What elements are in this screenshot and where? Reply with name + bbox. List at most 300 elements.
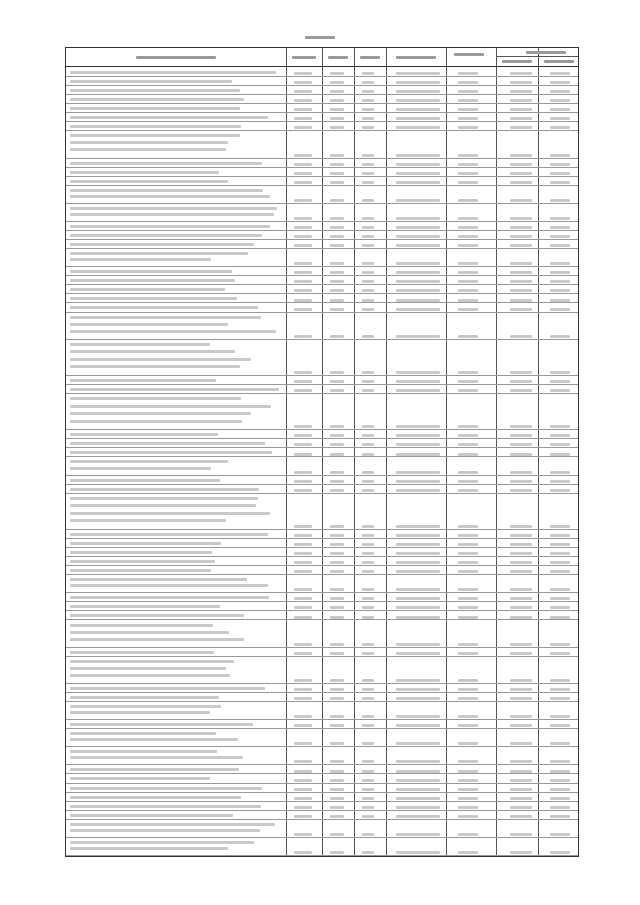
cell-value-placeholder [550, 262, 570, 265]
cell-value-placeholder [294, 172, 312, 175]
cell-value-placeholder [330, 715, 344, 718]
cell-value-placeholder [458, 72, 478, 75]
cell-value-placeholder [550, 652, 570, 655]
cell-value-placeholder [396, 389, 440, 392]
cell-value-placeholder [550, 561, 570, 564]
cell-value-placeholder [362, 126, 374, 129]
table-row [66, 240, 578, 249]
cell-value-placeholder [550, 480, 570, 483]
cell-value-placeholder [362, 163, 374, 166]
cell-value-placeholder [294, 453, 312, 456]
cell-text-placeholder [70, 584, 268, 587]
cell-value-placeholder [396, 271, 440, 274]
cell-value-placeholder [550, 724, 570, 727]
table-row [66, 394, 578, 430]
cell-value-placeholder [396, 434, 440, 437]
cell-text-placeholder [70, 560, 215, 563]
cell-value-placeholder [330, 154, 344, 157]
cell-value-placeholder [396, 154, 440, 157]
cell-value-placeholder [330, 588, 344, 591]
cell-text-placeholder [70, 171, 219, 174]
cell-value-placeholder [330, 724, 344, 727]
cell-value-placeholder [458, 788, 478, 791]
cell-value-placeholder [510, 235, 532, 238]
table-row [66, 340, 578, 376]
cell-value-placeholder [362, 117, 374, 120]
cell-value-placeholder [510, 715, 532, 718]
cell-text-placeholder [70, 323, 228, 326]
cell-value-placeholder [330, 770, 344, 773]
cell-value-placeholder [396, 72, 440, 75]
table-row [66, 68, 578, 77]
cell-text-placeholder [70, 306, 258, 309]
cell-value-placeholder [294, 280, 312, 283]
cell-value-placeholder [294, 489, 312, 492]
cell-value-placeholder [330, 371, 344, 374]
cell-value-placeholder [510, 779, 532, 782]
cell-value-placeholder [294, 81, 312, 84]
table-row [66, 485, 578, 494]
table-row [66, 720, 578, 729]
cell-text-placeholder [70, 750, 217, 753]
cell-text-placeholder [70, 442, 265, 445]
cell-value-placeholder [550, 235, 570, 238]
cell-value-placeholder [510, 163, 532, 166]
table-row [66, 177, 578, 186]
cell-value-placeholder [330, 815, 344, 818]
cell-value-placeholder [458, 262, 478, 265]
cell-value-placeholder [294, 588, 312, 591]
cell-text-placeholder [70, 243, 254, 246]
cell-text-placeholder [70, 270, 232, 273]
cell-text-placeholder [70, 80, 232, 83]
cell-value-placeholder [396, 90, 440, 93]
table-row [66, 566, 578, 575]
cell-value-placeholder [458, 543, 478, 546]
cell-value-placeholder [330, 172, 344, 175]
cell-value-placeholder [510, 99, 532, 102]
cell-value-placeholder [458, 489, 478, 492]
cell-text-placeholder [70, 479, 220, 482]
cell-value-placeholder [330, 552, 344, 555]
table-row [66, 820, 578, 838]
cell-value-placeholder [362, 534, 374, 537]
cell-value-placeholder [510, 108, 532, 111]
cell-value-placeholder [396, 199, 440, 202]
cell-value-placeholder [510, 380, 532, 383]
cell-value-placeholder [510, 597, 532, 600]
cell-text-placeholder [70, 89, 240, 92]
cell-value-placeholder [330, 335, 344, 338]
cell-value-placeholder [510, 154, 532, 157]
table-row [66, 448, 578, 457]
table-row [66, 122, 578, 131]
cell-value-placeholder [510, 760, 532, 763]
cell-value-placeholder [330, 480, 344, 483]
cell-value-placeholder [330, 244, 344, 247]
table-row [66, 774, 578, 783]
cell-value-placeholder [330, 543, 344, 546]
cell-value-placeholder [396, 797, 440, 800]
cell-value-placeholder [294, 652, 312, 655]
cell-value-placeholder [362, 742, 374, 745]
cell-value-placeholder [294, 788, 312, 791]
cell-text-placeholder [70, 467, 211, 470]
cell-value-placeholder [330, 81, 344, 84]
cell-value-placeholder [362, 434, 374, 437]
cell-value-placeholder [330, 217, 344, 220]
cell-text-placeholder [70, 252, 248, 255]
cell-value-placeholder [330, 380, 344, 383]
cell-value-placeholder [510, 172, 532, 175]
cell-text-placeholder [70, 687, 265, 690]
cell-value-placeholder [396, 99, 440, 102]
cell-value-placeholder [550, 833, 570, 836]
cell-value-placeholder [396, 172, 440, 175]
cell-value-placeholder [362, 108, 374, 111]
cell-value-placeholder [550, 679, 570, 682]
cell-value-placeholder [396, 525, 440, 528]
cell-text-placeholder [70, 596, 269, 599]
cell-value-placeholder [458, 380, 478, 383]
cell-value-placeholder [458, 425, 478, 428]
cell-value-placeholder [294, 561, 312, 564]
table-row [66, 77, 578, 86]
cell-value-placeholder [510, 434, 532, 437]
cell-value-placeholder [294, 99, 312, 102]
cell-value-placeholder [550, 308, 570, 311]
cell-value-placeholder [550, 163, 570, 166]
cell-value-placeholder [294, 299, 312, 302]
cell-text-placeholder [70, 705, 221, 708]
cell-value-placeholder [550, 90, 570, 93]
cell-text-placeholder [70, 805, 261, 808]
cell-value-placeholder [330, 99, 344, 102]
cell-value-placeholder [294, 534, 312, 537]
cell-text-placeholder [70, 829, 260, 832]
cell-value-placeholder [510, 561, 532, 564]
cell-value-placeholder [550, 217, 570, 220]
cell-value-placeholder [396, 543, 440, 546]
cell-text-placeholder [70, 638, 244, 641]
cell-value-placeholder [458, 697, 478, 700]
cell-value-placeholder [330, 235, 344, 238]
cell-value-placeholder [294, 308, 312, 311]
cell-value-placeholder [396, 262, 440, 265]
table-row [66, 249, 578, 267]
cell-value-placeholder [294, 616, 312, 619]
cell-value-placeholder [510, 471, 532, 474]
cell-value-placeholder [458, 715, 478, 718]
table-row [66, 430, 578, 439]
cell-value-placeholder [330, 797, 344, 800]
cell-value-placeholder [396, 561, 440, 564]
cell-value-placeholder [550, 389, 570, 392]
cell-value-placeholder [458, 643, 478, 646]
cell-value-placeholder [458, 271, 478, 274]
cell-value-placeholder [294, 262, 312, 265]
cell-value-placeholder [294, 289, 312, 292]
table-row [66, 611, 578, 620]
cell-value-placeholder [550, 688, 570, 691]
header-subseparator [496, 56, 578, 57]
cell-value-placeholder [294, 715, 312, 718]
table-row [66, 376, 578, 385]
cell-value-placeholder [510, 489, 532, 492]
cell-value-placeholder [510, 679, 532, 682]
cell-value-placeholder [294, 597, 312, 600]
cell-text-placeholder [70, 180, 228, 183]
cell-value-placeholder [510, 833, 532, 836]
cell-value-placeholder [362, 760, 374, 763]
cell-text-placeholder [70, 605, 220, 608]
cell-value-placeholder [510, 72, 532, 75]
cell-text-placeholder [70, 847, 228, 850]
cell-value-placeholder [510, 453, 532, 456]
cell-value-placeholder [510, 543, 532, 546]
cell-value-placeholder [294, 833, 312, 836]
table-row [66, 439, 578, 448]
cell-value-placeholder [458, 244, 478, 247]
cell-value-placeholder [294, 679, 312, 682]
cell-value-placeholder [550, 779, 570, 782]
cell-value-placeholder [458, 453, 478, 456]
cell-value-placeholder [510, 226, 532, 229]
cell-value-placeholder [510, 181, 532, 184]
cell-value-placeholder [510, 371, 532, 374]
cell-value-placeholder [550, 697, 570, 700]
cell-value-placeholder [550, 108, 570, 111]
cell-value-placeholder [330, 606, 344, 609]
cell-value-placeholder [550, 543, 570, 546]
cell-value-placeholder [458, 616, 478, 619]
cell-value-placeholder [458, 280, 478, 283]
cell-value-placeholder [550, 552, 570, 555]
cell-value-placeholder [458, 217, 478, 220]
cell-text-placeholder [70, 134, 240, 137]
cell-text-placeholder [70, 488, 259, 491]
cell-text-placeholder [70, 696, 219, 699]
cell-value-placeholder [550, 181, 570, 184]
cell-value-placeholder [330, 806, 344, 809]
cell-value-placeholder [330, 489, 344, 492]
table-row [66, 747, 578, 765]
cell-value-placeholder [396, 289, 440, 292]
cell-value-placeholder [330, 308, 344, 311]
cell-value-placeholder [330, 126, 344, 129]
cell-value-placeholder [396, 779, 440, 782]
cell-value-placeholder [458, 81, 478, 84]
cell-value-placeholder [396, 425, 440, 428]
cell-value-placeholder [510, 770, 532, 773]
cell-value-placeholder [510, 126, 532, 129]
cell-value-placeholder [396, 760, 440, 763]
cell-value-placeholder [362, 425, 374, 428]
cell-value-placeholder [294, 126, 312, 129]
cell-value-placeholder [550, 81, 570, 84]
cell-value-placeholder [550, 380, 570, 383]
cell-value-placeholder [330, 389, 344, 392]
cell-value-placeholder [550, 616, 570, 619]
cell-value-placeholder [362, 616, 374, 619]
cell-value-placeholder [550, 154, 570, 157]
cell-value-placeholder [396, 380, 440, 383]
cell-value-placeholder [362, 715, 374, 718]
table-row [66, 557, 578, 566]
cell-value-placeholder [294, 199, 312, 202]
cell-value-placeholder [330, 643, 344, 646]
cell-value-placeholder [510, 534, 532, 537]
cell-text-placeholder [70, 624, 213, 627]
cell-value-placeholder [330, 72, 344, 75]
cell-value-placeholder [510, 271, 532, 274]
cell-value-placeholder [330, 679, 344, 682]
cell-value-placeholder [362, 561, 374, 564]
table-row [66, 729, 578, 747]
cell-value-placeholder [458, 99, 478, 102]
cell-value-placeholder [362, 697, 374, 700]
cell-value-placeholder [396, 108, 440, 111]
cell-text-placeholder [70, 768, 239, 771]
cell-value-placeholder [362, 72, 374, 75]
cell-value-placeholder [294, 108, 312, 111]
table-row [66, 476, 578, 485]
page-number [305, 34, 335, 42]
cell-text-placeholder [70, 379, 216, 382]
cell-text-placeholder [70, 578, 247, 581]
cell-value-placeholder [510, 480, 532, 483]
cell-value-placeholder [550, 806, 570, 809]
cell-value-placeholder [510, 425, 532, 428]
cell-value-placeholder [550, 172, 570, 175]
cell-text-placeholder [70, 213, 274, 216]
cell-text-placeholder [70, 71, 276, 74]
table-row [66, 231, 578, 240]
cell-value-placeholder [458, 126, 478, 129]
cell-text-placeholder [70, 512, 270, 515]
table-row [66, 784, 578, 793]
table-row [66, 702, 578, 720]
cell-value-placeholder [362, 688, 374, 691]
cell-value-placeholder [458, 480, 478, 483]
cell-value-placeholder [458, 172, 478, 175]
cell-value-placeholder [294, 117, 312, 120]
cell-value-placeholder [458, 770, 478, 773]
cell-text-placeholder [70, 330, 276, 333]
cell-text-placeholder [70, 358, 251, 361]
cell-value-placeholder [396, 163, 440, 166]
cell-value-placeholder [458, 688, 478, 691]
cell-value-placeholder [458, 235, 478, 238]
cell-value-placeholder [510, 851, 532, 854]
cell-text-placeholder [70, 258, 211, 261]
cell-value-placeholder [362, 480, 374, 483]
table-row [66, 303, 578, 312]
cell-value-placeholder [362, 181, 374, 184]
cell-value-placeholder [330, 534, 344, 537]
cell-value-placeholder [330, 108, 344, 111]
cell-value-placeholder [458, 289, 478, 292]
cell-value-placeholder [396, 697, 440, 700]
cell-value-placeholder [458, 117, 478, 120]
cell-value-placeholder [550, 126, 570, 129]
table-row [66, 838, 578, 856]
cell-value-placeholder [510, 724, 532, 727]
cell-text-placeholder [70, 207, 277, 210]
cell-value-placeholder [510, 308, 532, 311]
cell-value-placeholder [458, 552, 478, 555]
cell-value-placeholder [362, 335, 374, 338]
cell-text-placeholder [70, 660, 234, 663]
cell-value-placeholder [362, 299, 374, 302]
cell-value-placeholder [362, 570, 374, 573]
cell-value-placeholder [458, 154, 478, 157]
cell-value-placeholder [294, 643, 312, 646]
cell-value-placeholder [550, 570, 570, 573]
cell-value-placeholder [362, 154, 374, 157]
cell-value-placeholder [396, 480, 440, 483]
cell-value-placeholder [510, 299, 532, 302]
cell-value-placeholder [510, 552, 532, 555]
cell-value-placeholder [510, 742, 532, 745]
cell-text-placeholder [70, 569, 211, 572]
cell-text-placeholder [70, 504, 256, 507]
cell-value-placeholder [294, 226, 312, 229]
cell-text-placeholder [70, 412, 251, 415]
table-row [66, 86, 578, 95]
cell-value-placeholder [362, 81, 374, 84]
cell-value-placeholder [362, 380, 374, 383]
cell-text-placeholder [70, 148, 226, 151]
cell-value-placeholder [294, 724, 312, 727]
cell-text-placeholder [70, 814, 233, 817]
cell-value-placeholder [510, 588, 532, 591]
cell-value-placeholder [330, 299, 344, 302]
cell-text-placeholder [70, 141, 228, 144]
cell-value-placeholder [550, 534, 570, 537]
cell-value-placeholder [362, 271, 374, 274]
cell-text-placeholder [70, 98, 244, 101]
cell-value-placeholder [550, 280, 570, 283]
cell-text-placeholder [70, 674, 230, 677]
table-row [66, 648, 578, 657]
cell-value-placeholder [396, 443, 440, 446]
cell-value-placeholder [550, 434, 570, 437]
cell-value-placeholder [330, 199, 344, 202]
cell-text-placeholder [70, 343, 210, 346]
cell-value-placeholder [294, 154, 312, 157]
cell-value-placeholder [396, 226, 440, 229]
table-row [66, 168, 578, 177]
cell-value-placeholder [510, 797, 532, 800]
cell-value-placeholder [330, 833, 344, 836]
cell-value-placeholder [362, 851, 374, 854]
cell-value-placeholder [294, 851, 312, 854]
cell-value-placeholder [550, 525, 570, 528]
cell-value-placeholder [550, 489, 570, 492]
cell-value-placeholder [396, 235, 440, 238]
cell-value-placeholder [396, 588, 440, 591]
cell-value-placeholder [396, 489, 440, 492]
cell-value-placeholder [510, 697, 532, 700]
table-row [66, 204, 578, 222]
cell-value-placeholder [510, 199, 532, 202]
cell-value-placeholder [458, 108, 478, 111]
cell-value-placeholder [458, 525, 478, 528]
cell-text-placeholder [70, 279, 235, 282]
cell-value-placeholder [362, 235, 374, 238]
cell-value-placeholder [458, 742, 478, 745]
